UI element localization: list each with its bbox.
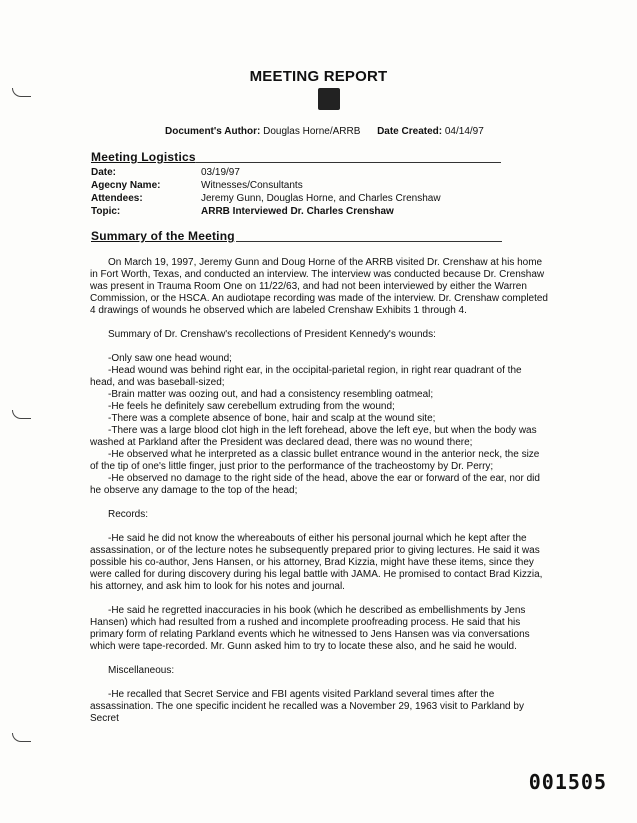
records-paragraph: -He said he did not know the whereabouts of either his personal journal which he kept after the assassination, or of the lecture notes he subsequently prepared prior to giving lectures. He said it was possible his co-author, Jens Hansen, or his attorney, Brad Kizzia, might have these items, since they were called for during discovery during his legal battle with JAMA. He promised to contact Brad Kizzia, his attorney, and ask him to look for his notes and journal. [90,533,543,592]
summary-heading-rule [236,241,502,242]
summary-intro: On March 19, 1997, Jeremy Gunn and Doug Horne of the ARRB visited Dr. Crenshaw at his home in Fort Worth, Texas, and conducted an interview. The interview was conducted because Dr. Crenshaw was present in Trauma Room One on 11/22/63, and had not been interviewed by either the Warren Commission, or the HSCA. An audiotape recording was made of the interview. Dr. Crenshaw completed 4 drawings of wounds he observed which are labeled Crenshaw Exhibits 1 through 4. [90,257,548,316]
arrb-seal-icon [318,88,340,110]
date-created-value: 04/14/97 [444,126,484,137]
date-created-label: Date Created: [377,126,443,137]
wound-item: -Head wound was behind right ear, in the occipital-parietal region, in right rear quadrant of the head, and was baseball-sized; [90,365,522,388]
wound-item: -Brain matter was oozing out, and had a consistency resembling oatmeal; [108,389,434,400]
author-line [165,126,484,137]
logistics-value: 03/19/97 [201,167,240,178]
logistics-value: ARRB Interviewed Dr. Charles Crenshaw [201,206,394,217]
misc-heading: Miscellaneous: [108,665,175,676]
margin-mark [12,88,31,97]
summary-body [90,257,548,725]
logistics-value: Witnesses/Consultants [201,180,303,191]
records-heading: Records: [108,509,149,520]
wound-item: -Only saw one head wound; [108,353,232,364]
wound-item: -There was a complete absence of bone, hair and scalp at the wound site; [108,413,436,424]
margin-mark [12,410,31,419]
author-value: Douglas Horne/ARRB [263,126,361,137]
margin-mark [12,733,31,742]
wound-item: -He feels he definitely saw cerebellum extruding from the wound; [108,401,395,412]
summary-heading: Summary of the Meeting [91,229,235,243]
logistics-heading-rule [196,162,501,163]
wound-item: -He observed what he interpreted as a classic bullet entrance wound in the anterior neck, the size of the tip of one's little finger, just prior to the performance of the tracheostomy by Dr. Perry; [90,449,540,472]
records-paragraph: -He said he regretted inaccuracies in his book (which he described as embellishments by Jens Hansen) which had resulted from a rushed and incomplete proofreading process. He said that his primary form of relating Parkland events which he witnessed to Jens Hansen was via conversations which were tape-recorded. Mr. Gunn asked him to try to locate these also, and he said he would. [90,605,530,652]
misc-paragraph: -He recalled that Secret Service and FBI agents visited Parkland several times after the assassination. The one specific incident he recalled was a November 29, 1963 visit to Parkland by Secret [90,689,524,724]
logistics-label: Date: [91,167,117,178]
logistics-heading: Meeting Logistics [91,150,196,164]
page-title: MEETING REPORT [249,68,388,85]
logistics-value: Jeremy Gunn, Douglas Horne, and Charles Crenshaw [201,193,441,204]
document-number: 001505 [528,770,607,794]
wound-item: -He observed no damage to the right side of the head, above the ear or forward of the ear, nor did he observe any damage to the top of the head; [90,473,540,496]
author-label: Document's Author: [165,126,261,137]
logistics-label: Topic: [91,206,121,217]
wounds-heading: Summary of Dr. Crenshaw's recollections of President Kennedy's wounds: [108,329,436,340]
wound-item: -There was a large blood clot high in the left forehead, above the left eye, but when the body was washed at Parkland after the President was declared dead, there was no wound there; [90,425,537,448]
logistics-label: Attendees: [91,193,143,204]
logistics-label: Agecny Name: [91,180,161,191]
